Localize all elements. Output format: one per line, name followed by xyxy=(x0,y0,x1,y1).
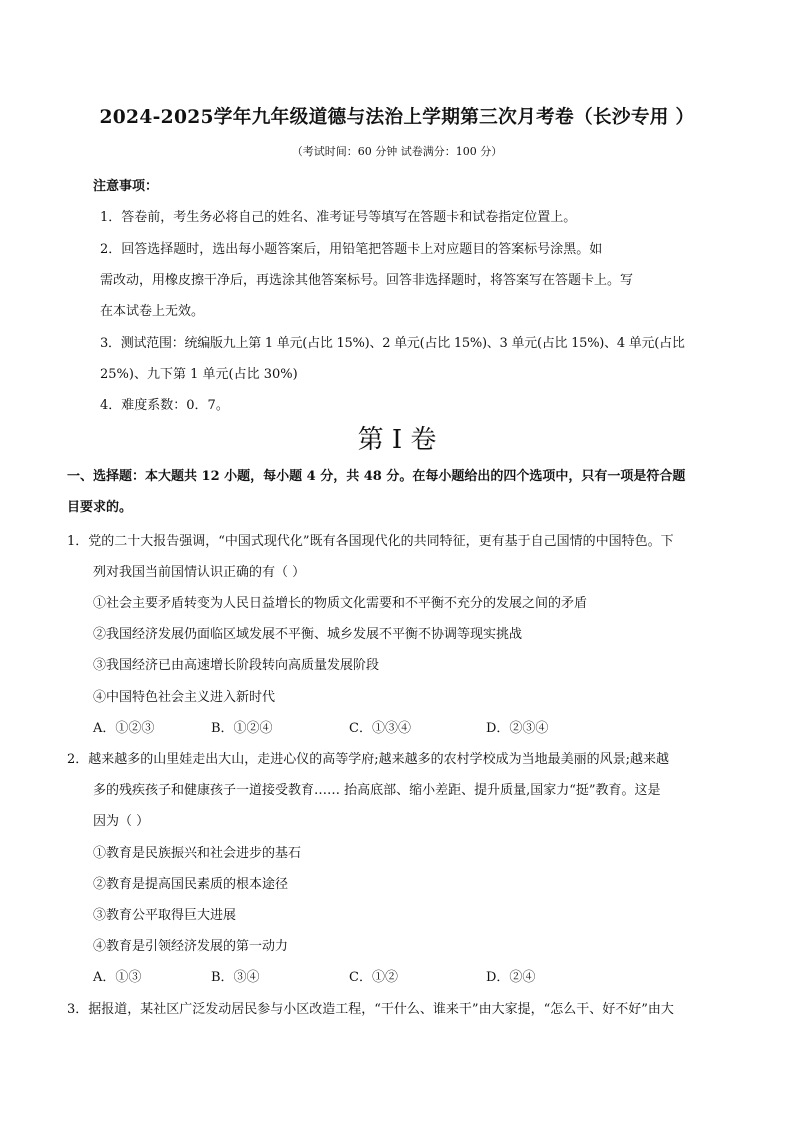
question-item: ③教育公平取得巨大进展 xyxy=(93,908,237,923)
question-item: ①教育是民族振兴和社会进步的基石 xyxy=(93,846,302,861)
question-item: ④教育是引领经济发展的第一动力 xyxy=(93,939,289,954)
notice-heading: 注意事项： xyxy=(93,179,159,194)
question-item: ②我国经济发展仍面临区域发展不平衡、城乡发展不平衡不协调等现实挑战 xyxy=(93,627,523,642)
question-stem: 3．据报道，某社区广泛发动居民参与小区改造工程，“干什么、谁来干”由大家提，“怎么干、好不好”由大 xyxy=(67,1002,674,1017)
notice-line: 需改动，用橡皮擦干净后，再选涂其他答案标号。回答非选择题时，将答案写在答题卡上。写 xyxy=(100,273,634,288)
question-stem: 2．越来越多的山里娃走出大山，走进心仪的高等学府;越来越多的农村学校成为当地最美丽的风景;越来越 xyxy=(67,752,670,767)
question-item: ①社会主要矛盾转变为人民日益增长的物质文化需要和不平衡不充分的发展之间的矛盾 xyxy=(93,596,588,611)
option-a: A．①②③ xyxy=(93,721,155,736)
option-c: C．①③④ xyxy=(349,721,411,736)
question-stem: 列对我国当前国情认识正确的有（ ） xyxy=(93,565,306,580)
notice-line: 在本试卷上无效。 xyxy=(100,304,205,319)
option-b: B．①②④ xyxy=(211,721,273,736)
notice-line: 1．答卷前，考生务必将自己的姓名、准考证号等填写在答题卡和试卷指定位置上。 xyxy=(100,210,577,225)
question-item: ④中国特色社会主义进入新时代 xyxy=(93,690,276,705)
exam-title: 2024-2025学年九年级道德与法治上学期第三次月考卷（长沙专用 ） xyxy=(99,106,695,128)
question-item: ③我国经济已由高速增长阶段转向高质量发展阶段 xyxy=(93,658,380,673)
option-a: A．①③ xyxy=(93,970,142,985)
question-item: ②教育是提高国民素质的根本途径 xyxy=(93,877,289,892)
option-c: C．①② xyxy=(349,970,398,985)
section-title: 第 I 卷 xyxy=(357,425,437,455)
question-stem: 因为（ ） xyxy=(93,814,150,829)
notice-line: 4．难度系数：0．7。 xyxy=(100,398,229,413)
question-stem: 多的残疾孩子和健康孩子一道接受教育…… 抬高底部、缩小差距、提升质量,国家力“挺”教育。这是 xyxy=(93,783,661,798)
notice-line: 3．测试范围：统编版九上第 1 单元(占比 15%)、2 单元(占比 15%)、3 单元(占比 15%)、4 单元(占比 xyxy=(100,336,685,351)
exam-subtitle: （考试时间：60 分钟 试卷满分：100 分） xyxy=(291,145,503,158)
instruction-line: 目要求的。 xyxy=(67,500,133,515)
option-d: D．②④ xyxy=(486,970,536,985)
instruction-line: 一、选择题：本大题共 12 小题，每小题 4 分，共 48 分。在每小题给出的四个选项中，只有一项是符合题 xyxy=(67,469,686,484)
question-stem: 1．党的二十大报告强调，“中国式现代化”既有各国现代化的共同特征，更有基于自己国情的中国特色。下 xyxy=(67,534,674,549)
option-b: B．③④ xyxy=(211,970,260,985)
notice-line: 25%)、九下第 1 单元(占比 30%) xyxy=(100,367,298,382)
notice-line: 2．回答选择题时，选出每小题答案后，用铅笔把答题卡上对应题目的答案标号涂黑。如 xyxy=(100,242,603,257)
option-d: D．②③④ xyxy=(486,721,549,736)
